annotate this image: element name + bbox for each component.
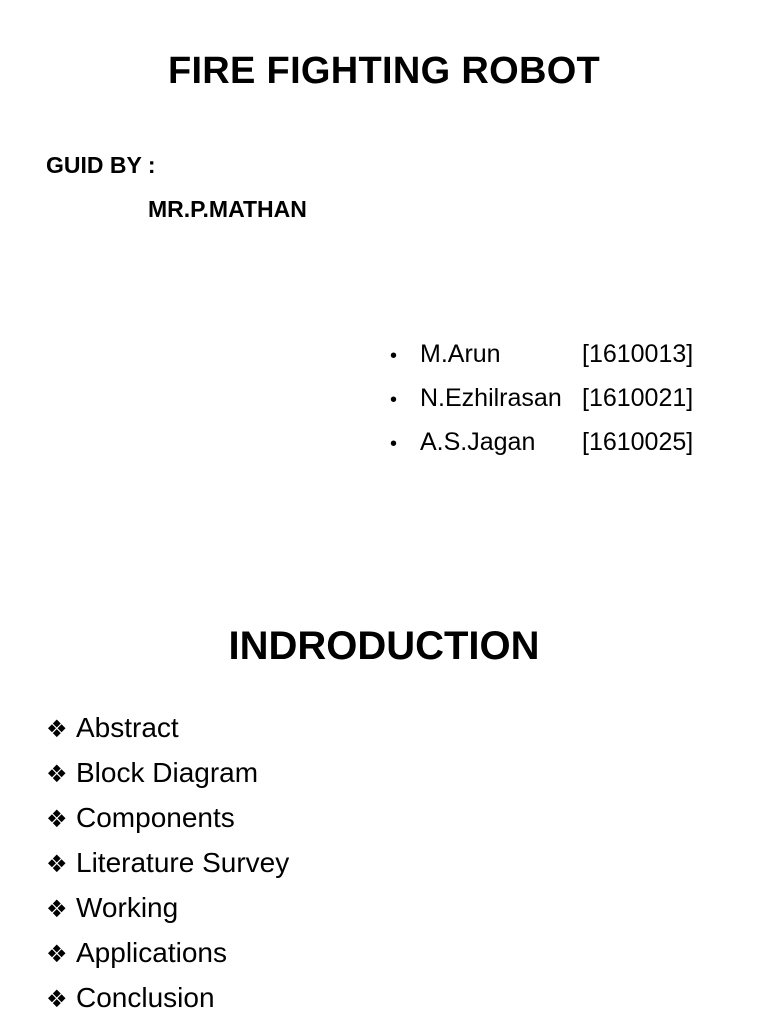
introduction-slide: [0, 600, 768, 1024]
contents-item: [46, 712, 289, 757]
slide-title: INDRODUCTION: [228, 624, 540, 668]
contents-item: [46, 937, 289, 982]
contents-item-label: Applications: [76, 937, 227, 968]
contents-item-label: Literature Survey: [76, 847, 290, 878]
diamond-bullet-icon: ❖: [46, 761, 68, 788]
slide-title: FIRE FIGHTING ROBOT: [167, 50, 601, 92]
contents-item-label: Abstract: [76, 712, 179, 743]
diamond-bullet-icon: ❖: [46, 851, 68, 878]
member-name: M.Arun: [420, 340, 501, 368]
member-list: [390, 340, 693, 472]
bullet-icon: •: [390, 345, 398, 367]
contents-item: [46, 802, 289, 847]
bullet-icon: •: [390, 433, 398, 455]
contents-list: [46, 712, 289, 1027]
guide-label: GUID BY :: [46, 152, 156, 178]
member-id: [1610013]: [582, 340, 694, 368]
contents-item: [46, 847, 289, 892]
diamond-bullet-icon: ❖: [46, 716, 68, 743]
contents-item-label: Conclusion: [76, 982, 215, 1013]
diamond-bullet-icon: ❖: [46, 986, 68, 1013]
contents-item-label: Block Diagram: [76, 757, 259, 788]
diamond-bullet-icon: ❖: [46, 941, 68, 968]
contents-item: [46, 892, 289, 937]
contents-item-label: Working: [76, 892, 179, 923]
member-item: [390, 428, 693, 472]
member-name: N.Ezhilrasan: [420, 384, 562, 412]
member-id: [1610025]: [582, 428, 694, 456]
member-item: [390, 340, 693, 384]
member-item: [390, 384, 693, 428]
contents-item: [46, 982, 289, 1027]
contents-item-label: Components: [76, 802, 235, 833]
diamond-bullet-icon: ❖: [46, 896, 68, 923]
contents-item: [46, 757, 289, 802]
bullet-icon: •: [390, 389, 398, 411]
member-name: A.S.Jagan: [420, 428, 536, 456]
diamond-bullet-icon: ❖: [46, 806, 68, 833]
member-id: [1610021]: [582, 384, 694, 412]
guide-name: MR.P.MATHAN: [148, 196, 307, 222]
